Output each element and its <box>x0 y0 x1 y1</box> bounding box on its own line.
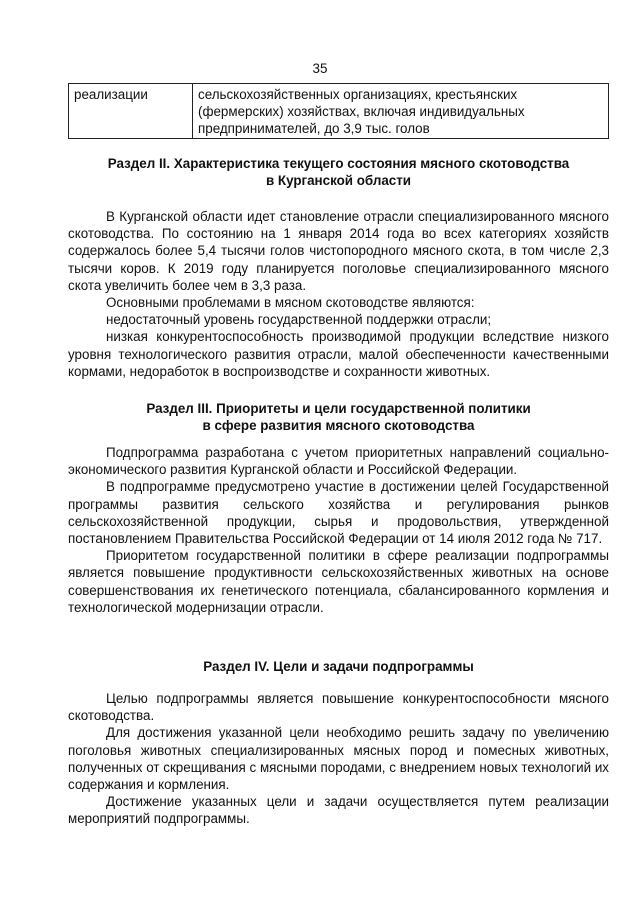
paragraph: Основными проблемами в мясном скотоводстве являются: <box>106 295 475 311</box>
paragraph: недостаточный уровень государственной поддержки отрасли; <box>106 312 492 328</box>
paragraph: В подпрограмме предусмотрено участие в достижении целей Государственной программы развития сельского хозяйства и регулирования рынков сельскохозяйственной продукции, сырья и продовольствия, утвержденной постановлением Правительства Российской Федерации от 14 июля 2012 года № 717. <box>68 479 609 547</box>
section-2-heading-line1: Раздел II. Характеристика текущего состояния мясного скотоводства <box>107 156 570 171</box>
section-3-heading <box>68 400 609 434</box>
paragraph: Целью подпрограммы является повышение конкурентоспособности мясного скотоводства. <box>68 691 609 724</box>
section-4-body <box>68 690 609 828</box>
paragraph: Приоритетом государственной политики в сфере реализации подпрограммы является повышение продуктивности сельскохозяйственных животных на основе совершенствования их генетического потенциала, сбалансированного кормления и технологической модернизации отрасли. <box>68 548 609 615</box>
paragraph: низкая конкурентоспособность производимой продукции вследствие низкого уровня технологического развития отрасли, малой обеспеченности качественными кормами, недоработок в воспроизводстве и сохранности животных. <box>68 329 609 379</box>
page-number: 35 <box>312 61 328 76</box>
section-2-body <box>68 208 609 380</box>
paragraph: Достижение указанных цели и задачи осуществляется путем реализации мероприятий подпрограммы. <box>68 794 609 827</box>
section-4-heading: Раздел IV. Цели и задачи подпрограммы <box>203 659 474 674</box>
section-2 <box>68 155 609 189</box>
paragraph: Подпрограмма разработана с учетом приоритетных направлений социально-экономического развития Курганской области и Российской Федерации. <box>68 445 609 478</box>
table-cell-label: реализации <box>69 84 193 139</box>
section-3-body <box>68 444 609 616</box>
section-2-heading <box>68 155 609 189</box>
section-2-heading-line2: в Курганской области <box>265 173 412 189</box>
section-3-heading-line2: в сфере развития мясного скотоводства <box>202 418 475 434</box>
paragraph: В Курганской области идет становление отрасли специализированного мясного скотоводства. По состоянию на 1 января 2014 года во всех категориях хозяйств содержалось более 5,4 тысячи голов чистопородного мясного скота, в том числе 2,3 тысячи коров. К 2019 году планируется поголовье специализированного мясного скота увеличить более чем в 3,3 раза. <box>68 209 609 293</box>
paragraph: Для достижения указанной цели необходимо решить задачу по увеличению поголовья животных специализированных мясных пород и помесных животных, полученных от скрещивания с мясными породами, с внедрением новых технологий их содержания и кормления. <box>68 725 609 793</box>
section-3-heading-line1: Раздел III. Приоритеты и цели государственной политики <box>146 401 531 416</box>
section-4 <box>68 658 609 675</box>
section-3 <box>68 400 609 434</box>
table-cell-value: сельскохозяйственных организациях, крестьянских (фермерских) хозяйствах, включая индивидуальных предпринимателей, до 3,9 тыс. голов <box>193 84 609 139</box>
carryover-table <box>68 83 609 139</box>
table-row <box>69 84 609 139</box>
